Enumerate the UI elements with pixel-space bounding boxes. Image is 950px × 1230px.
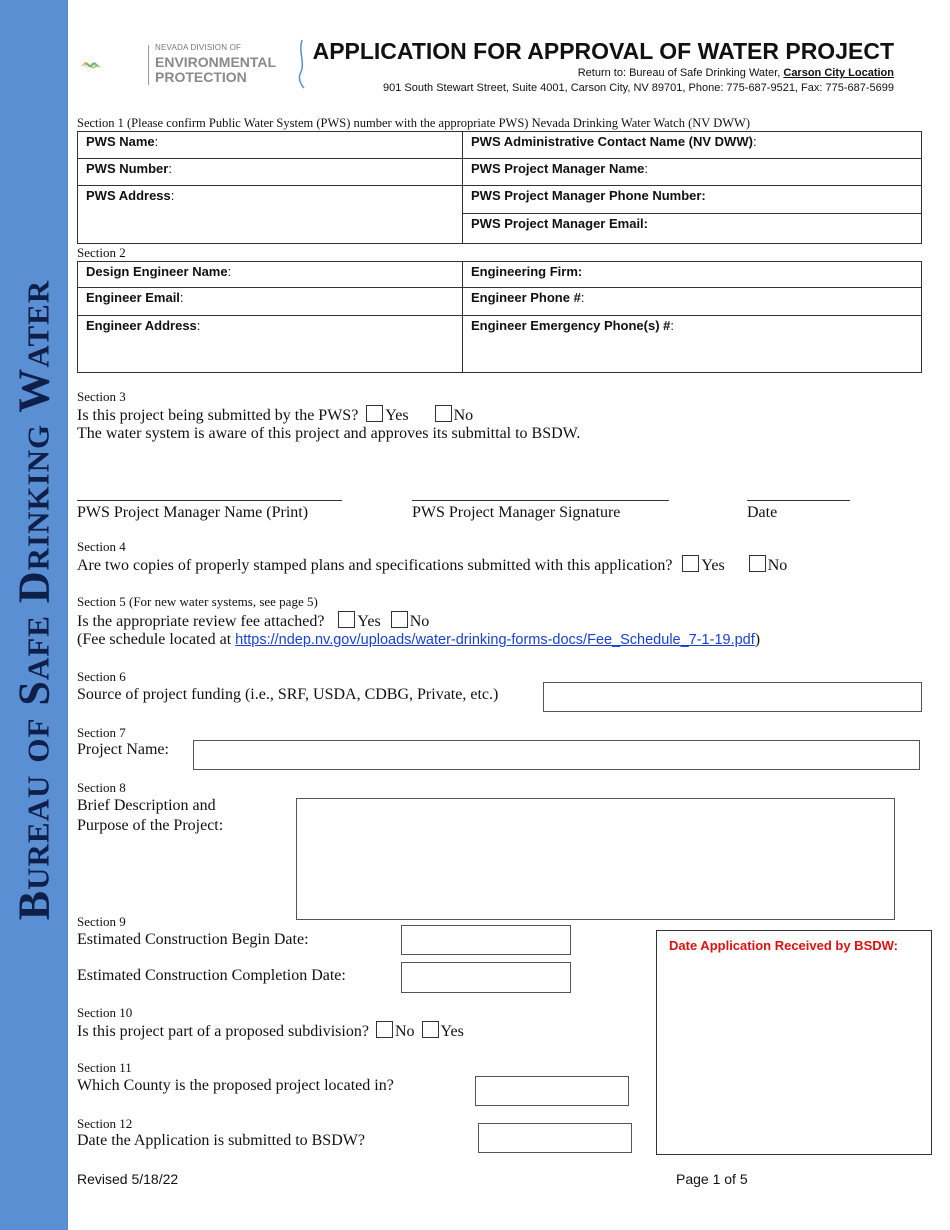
section7-label: Section 7 [77, 725, 126, 740]
pm-signature-caption: PWS Project Manager Signature [412, 504, 621, 521]
pws-pm-name-field[interactable]: PWS Project Manager Name: [463, 159, 922, 186]
revised-date: Revised 5/18/22 [77, 1171, 179, 1187]
page-title: APPLICATION FOR APPROVAL OF WATER PROJECT [312, 38, 894, 64]
bsdw-received-box [656, 930, 932, 1155]
pws-name-field[interactable]: PWS Name: [78, 132, 463, 159]
sidebar-band [0, 0, 68, 1230]
section11-question: Which County is the proposed project located in? [77, 1077, 394, 1094]
date-line[interactable] [747, 500, 850, 501]
section8-line1: Brief Description and [77, 797, 216, 814]
logo-wordmark: NEVADA DIVISION OF ENVIRONMENTAL PROTECTION [155, 43, 277, 85]
pws-number-field[interactable]: PWS Number: [78, 159, 463, 186]
section10-question: Is this project part of a proposed subdivision? No Yes [77, 1023, 464, 1040]
section4-label: Section 4 [77, 539, 126, 554]
section7-question: Project Name: [77, 741, 169, 758]
engineer-email-field[interactable]: Engineer Email: [78, 288, 463, 316]
funding-source-input[interactable] [543, 682, 922, 712]
engineering-firm-field[interactable]: Engineering Firm: [463, 262, 922, 288]
section4-no-checkbox[interactable] [749, 555, 766, 572]
logo-swoosh-icon [296, 38, 308, 90]
section5-yes-checkbox[interactable] [338, 611, 355, 628]
completion-date-input[interactable] [401, 962, 571, 993]
logo-divider [148, 45, 149, 85]
section3-label: Section 3 [77, 389, 126, 404]
pm-name-caption: PWS Project Manager Name (Print) [77, 504, 309, 521]
section10-no-checkbox[interactable] [376, 1021, 393, 1038]
project-name-input[interactable] [193, 740, 920, 770]
bsdw-received-label: Date Application Received by BSDW: [669, 938, 898, 953]
date-caption: Date [747, 504, 778, 521]
section3-question: Is this project being submitted by the PWS? Yes No [77, 407, 474, 424]
begin-date-input[interactable] [401, 925, 571, 955]
section6-label: Section 6 [77, 669, 126, 684]
pm-name-line[interactable] [77, 500, 342, 501]
section10-label: Section 10 [77, 1005, 133, 1020]
submission-date-input[interactable] [478, 1123, 632, 1153]
design-engineer-field[interactable]: Design Engineer Name: [78, 262, 463, 288]
pws-address-field[interactable]: PWS Address: [78, 186, 463, 244]
project-description-textarea[interactable] [296, 798, 895, 920]
section3-no-checkbox[interactable] [435, 405, 452, 422]
engineer-phone-field[interactable]: Engineer Phone #: [463, 288, 922, 316]
ndep-logo-icon [80, 45, 150, 85]
section5-label: Section 5 (For new water systems, see page 5) [77, 594, 318, 609]
pws-admin-contact-field[interactable]: PWS Administrative Contact Name (NV DWW): [463, 132, 922, 159]
section12-label: Section 12 [77, 1116, 133, 1131]
pm-signature-line[interactable] [412, 500, 669, 501]
section3-statement: The water system is aware of this project and approves its submittal to BSDW. [77, 425, 581, 442]
pws-pm-email-field[interactable]: PWS Project Manager Email: [463, 214, 922, 244]
section5-no-checkbox[interactable] [391, 611, 408, 628]
section1-label: Section 1 (Please confirm Public Water System (PWS) number with the appropriate PWS) Nevada Drinking Water Watch (NV DWW) [77, 116, 750, 130]
fee-schedule-link[interactable]: https://ndep.nv.gov/uploads/water-drinking-forms-docs/Fee_Schedule_7-1-19.pdf [235, 632, 755, 648]
section10-yes-checkbox[interactable] [422, 1021, 439, 1038]
section8-line2: Purpose of the Project: [77, 817, 224, 834]
section1-table [77, 131, 922, 244]
section5-question: Is the appropriate review fee attached? Yes No [77, 613, 430, 630]
return-address: 901 South Stewart Street, Suite 4001, Carson City, NV 89701, Phone: 775-687-9521, Fax: 775-687-5699 [382, 82, 894, 94]
section3-yes-checkbox[interactable] [366, 405, 383, 422]
fee-schedule-note: (Fee schedule located at https://ndep.nv.gov/uploads/water-drinking-forms-docs/Fee_Schedule_7-1-19.pdf) [77, 631, 761, 648]
section2-table [77, 261, 922, 373]
completion-date-label: Estimated Construction Completion Date: [77, 967, 346, 984]
section4-question: Are two copies of properly stamped plans and specifications submitted with this application? Yes No [77, 557, 788, 574]
section6-question: Source of project funding (i.e., SRF, USDA, CDBG, Private, etc.) [77, 686, 499, 703]
sidebar-title: Bureau of Safe Drinking Water [9, 279, 59, 921]
begin-date-label: Estimated Construction Begin Date: [77, 931, 309, 948]
engineer-emergency-field[interactable]: Engineer Emergency Phone(s) #: [463, 316, 922, 373]
section4-yes-checkbox[interactable] [682, 555, 699, 572]
section11-label: Section 11 [77, 1060, 132, 1075]
section2-label: Section 2 [77, 245, 126, 260]
return-to: Return to: Bureau of Safe Drinking Water, Carson City Location [577, 67, 894, 79]
section12-question: Date the Application is submitted to BSDW? [77, 1132, 365, 1149]
pws-pm-phone-field[interactable]: PWS Project Manager Phone Number: [463, 186, 922, 214]
section9-label: Section 9 [77, 914, 126, 929]
section8-label: Section 8 [77, 780, 126, 795]
engineer-address-field[interactable]: Engineer Address: [78, 316, 463, 373]
page-number: Page 1 of 5 [676, 1171, 748, 1187]
county-input[interactable] [475, 1076, 629, 1106]
